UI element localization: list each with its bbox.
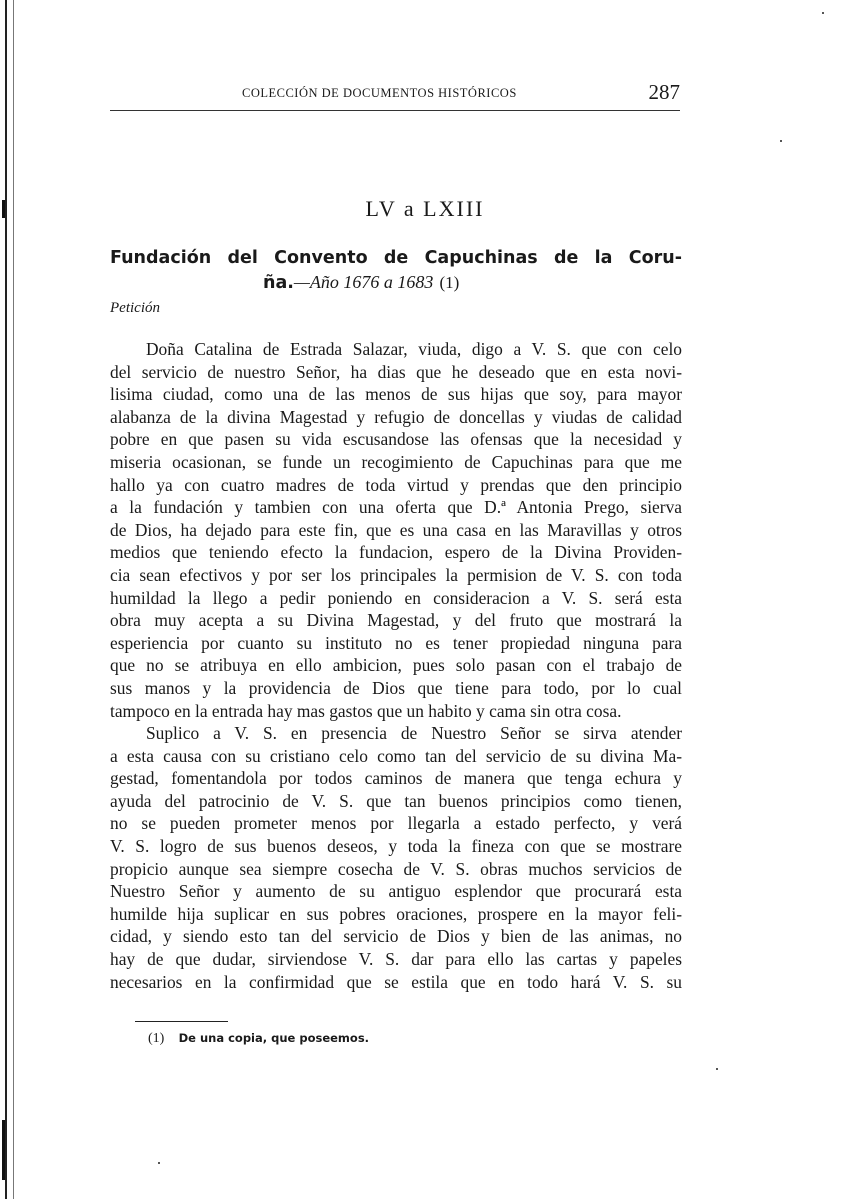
text-line: humilde hija suplicar en sus pobres oraciones, prospere en la mayor feli- [110,903,682,924]
section-numeral: LV a LXIII [365,196,485,221]
text-line: medios que teniendo efecto la fundacion, espero de la Divina Providen- [110,542,682,563]
text-line: cia sean efectivos y por ser los principales la permision de V. S. con toda [110,564,682,585]
page-header [110,80,680,108]
footnote-reference: (1) [439,273,460,292]
text-line: del servicio de nuestro Señor, ha dias que he deseado que en esta novi- [110,361,682,382]
text-line: Suplico a V. S. en presencia de Nuestro Señor se sirva atender [146,723,682,744]
scan-speck [158,1162,160,1164]
title-line-1: Fundación del Convento de Capuchinas de la Coru- [110,248,682,268]
text-line: esperiencia por cuanto su instituto no es tener propiedad ninguna para [110,632,682,653]
title-line-2-prefix: ña. [263,273,294,293]
body-text [110,338,682,993]
title-line-2 [110,270,682,295]
text-line: V. S. logro de sus buenos deseos, y toda la fineza con que se mostrare [110,836,682,857]
text-line: gestad, fomentandola por todos caminos de manera que tenga echura y [110,768,682,789]
title-date: —Año 1676 a 1683 [293,272,434,292]
subheading: Petición [110,300,160,316]
scan-speck [822,12,824,14]
document-title [110,246,682,295]
header-rule [110,110,680,111]
text-line: de Dios, ha dejado para este fin, que es una casa en las Maravillas y otros [110,519,682,540]
text-line: a la fundación y tambien con una oferta que D.ª Antonia Prego, sierva [110,497,682,518]
text-line: necesarios en la confirmidad que se estila que en todo hará V. S. su [110,971,682,992]
footnote [148,1030,369,1047]
scan-speck [716,1068,718,1070]
text-line: alabanza de la divina Magestad y refugio de doncellas y viudas de calidad [110,406,682,427]
text-line: sus manos y la providencia de Dios que tiene para todo, por lo cual [110,677,682,698]
binding-mark [2,1120,15,1180]
footnote-rule [135,1021,228,1022]
scan-speck [780,140,782,142]
text-line: tampoco en la entrada hay mas gastos que un habito y cama sin otra cosa. [110,700,622,721]
text-line: miseria ocasionan, se funde un recogimiento de Capuchinas para que me [110,451,682,472]
text-line: pobre en que pasen su vida escusandose las ofensas que la necesidad y [110,429,682,450]
text-line: a esta causa con su cristiano celo como tan del servicio de su divina Ma- [110,745,682,766]
text-line: que no se atribuya en ello ambicion, pues solo pasan con el trabajo de [110,655,682,676]
book-binding-edge [5,0,14,1199]
text-line: obra muy acepta a su Divina Magestad, y del fruto que mostrará la [110,610,682,631]
text-line: Nuestro Señor y aumento de su antiguo esplendor que procurará esta [110,881,682,902]
text-line: hallo ya con cuatro madres de toda virtud y prendas que den principio [110,474,682,495]
page-number: 287 [648,80,680,104]
text-line: cidad, y siendo esto tan del servicio de Dios y bien de las animas, no [110,926,682,947]
text-line: hay de que dudar, sirviendose V. S. dar para ello las cartas y papeles [110,949,682,970]
text-line: propicio aunque sea siempre cosecha de V. S. obras muchos servicios de [110,858,682,879]
running-title: COLECCIÓN DE DOCUMENTOS HISTÓRICOS [242,86,517,100]
footnote-text: De una copia, que poseemos. [178,1031,370,1045]
text-line: ayuda del patrocinio de V. S. que tan buenos principios como tienen, [110,790,682,811]
text-line: no se pueden prometer menos por llegarla a estado perfecto, y verá [110,813,682,834]
text-line: lisima ciudad, como una de las menos de sus hijas que soy, para mayor [110,384,682,405]
text-line: humildad la llego a pedir poniendo en consideracion a V. S. será esta [110,587,682,608]
footnote-ref: (1) [148,1031,165,1046]
text-line: Doña Catalina de Estrada Salazar, viuda, digo a V. S. que con celo [146,339,682,359]
